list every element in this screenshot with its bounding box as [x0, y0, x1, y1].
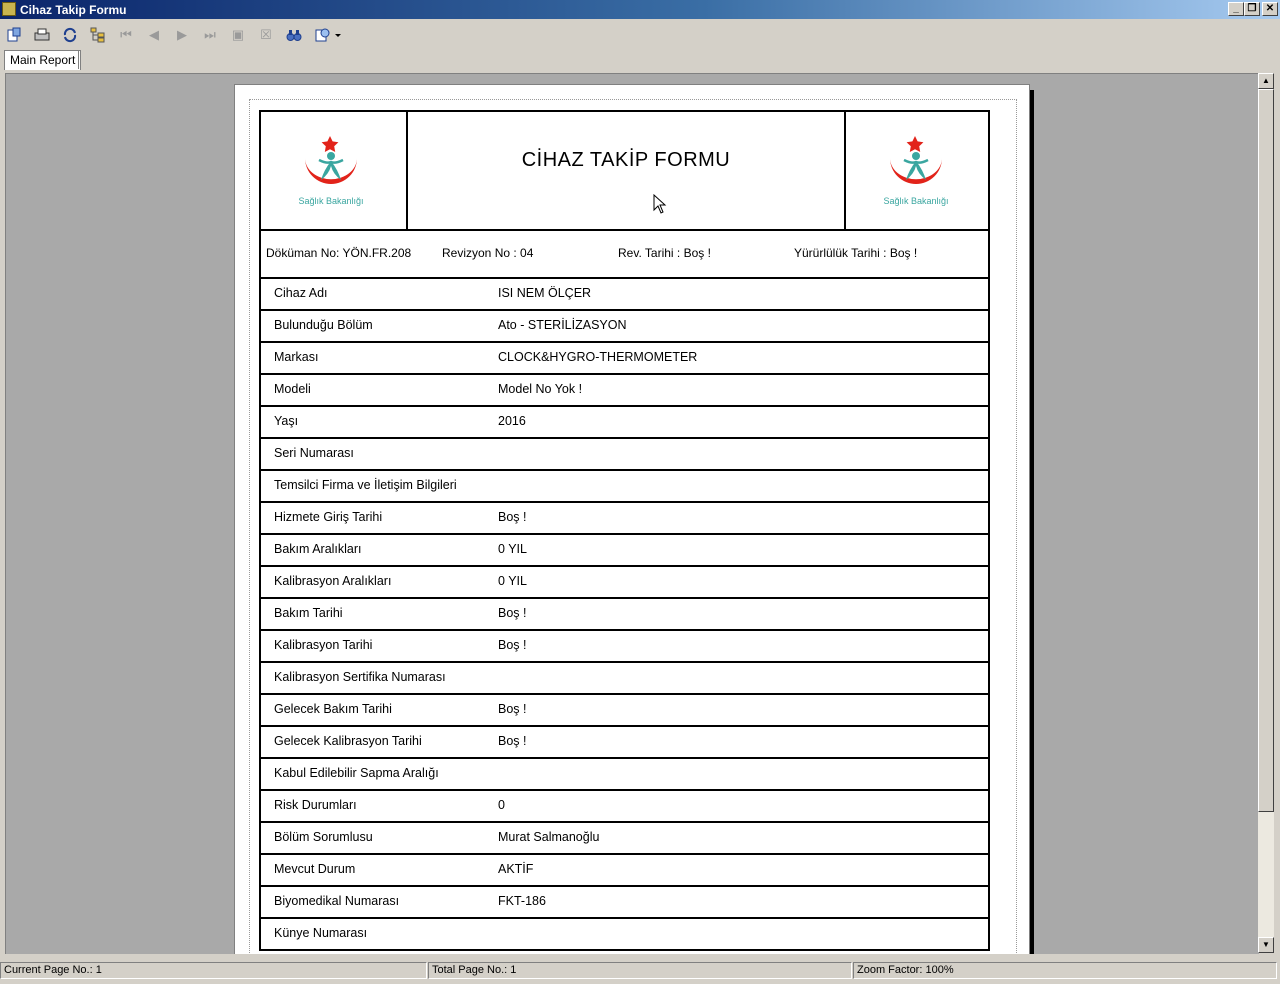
logo-caption: Sağlık Bakanlığı [298, 196, 364, 206]
field-value: 0 [498, 798, 505, 812]
document-info [261, 231, 988, 279]
form-row [261, 279, 988, 311]
vertical-scrollbar[interactable] [1258, 73, 1274, 953]
field-value: Boş ! [498, 510, 527, 524]
first-page-icon[interactable]: ⏮ [120, 27, 132, 42]
form-row [261, 439, 988, 471]
form-row [261, 663, 988, 695]
ministry-logo-left [291, 130, 371, 210]
total-page-status: Total Page No.: 1 [428, 962, 852, 979]
toolbar [0, 19, 1280, 49]
field-label: Gelecek Bakım Tarihi [274, 702, 392, 716]
field-value: FKT-186 [498, 894, 546, 908]
field-label: Hizmete Giriş Tarihi [274, 510, 383, 524]
form-row [261, 695, 988, 727]
last-page-icon[interactable]: ⏭ [204, 27, 216, 42]
doc-no: Döküman No: YÖN.FR.208 [266, 246, 412, 260]
title-bar [0, 0, 1280, 19]
tab-bar [0, 49, 1280, 71]
field-label: Markası [274, 350, 319, 364]
field-value: 2016 [498, 414, 526, 428]
zoom-icon[interactable] [314, 25, 342, 45]
field-value: Boş ! [498, 702, 527, 716]
next-page-icon[interactable]: ▶ [177, 27, 187, 42]
form-row [261, 727, 988, 759]
mouse-cursor-icon [653, 194, 667, 214]
form-row [261, 471, 988, 503]
form-row [261, 343, 988, 375]
device-form [259, 110, 990, 951]
field-value: Model No Yok ! [498, 382, 583, 396]
app-icon [2, 2, 16, 16]
report-page [234, 84, 1030, 954]
field-label: Biyomedikal Numarası [274, 894, 400, 908]
tab-divider [78, 51, 79, 69]
field-value: Murat Salmanoğlu [498, 830, 600, 844]
form-row [261, 567, 988, 599]
field-value: Boş ! [498, 606, 527, 620]
print-icon[interactable] [32, 25, 52, 45]
right-logo-cell [844, 112, 988, 229]
left-logo-cell [261, 112, 408, 229]
effective-date: Yürürlülük Tarihi : Boş ! [794, 246, 918, 260]
field-label: Kalibrasyon Tarihi [274, 638, 373, 652]
export-icon[interactable] [4, 25, 24, 45]
field-label: Yaşı [274, 414, 299, 428]
form-row [261, 503, 988, 535]
form-row [261, 599, 988, 631]
field-label: Gelecek Kalibrasyon Tarihi [274, 734, 422, 748]
form-rows [261, 279, 988, 949]
group-tree-icon[interactable] [88, 25, 108, 45]
minimize-button[interactable]: _ [1228, 2, 1244, 16]
field-label: Seri Numarası [274, 446, 354, 460]
logo-caption: Sağlık Bakanlığı [883, 196, 949, 206]
field-value: Boş ! [498, 638, 527, 652]
field-label: Bakım Tarihi [274, 606, 343, 620]
field-value: ISI NEM ÖLÇER [498, 286, 592, 300]
field-label: Künye Numarası [274, 926, 368, 940]
field-label: Bakım Aralıkları [274, 542, 362, 556]
field-label: Mevcut Durum [274, 862, 356, 876]
scroll-thumb[interactable] [1258, 89, 1274, 812]
tab-main-report[interactable]: Main Report [4, 50, 81, 70]
field-label: Kalibrasyon Aralıkları [274, 574, 392, 588]
field-value: Boş ! [498, 734, 527, 748]
window-title: Cihaz Takip Formu [20, 3, 127, 17]
current-page-status: Current Page No.: 1 [0, 962, 427, 979]
form-row [261, 631, 988, 663]
restore-button[interactable]: ❐ [1244, 2, 1260, 16]
form-title: CİHAZ TAKİP FORMU [521, 149, 731, 171]
field-label: Modeli [274, 382, 311, 396]
status-bar [0, 960, 1280, 984]
field-value: AKTİF [498, 862, 534, 876]
refresh-icon[interactable] [60, 25, 80, 45]
go-to-page-icon[interactable]: ▣ [231, 27, 245, 42]
field-value: CLOCK&HYGRO-THERMOMETER [498, 350, 698, 364]
revision-date: Rev. Tarihi : Boş ! [618, 246, 711, 260]
field-label: Temsilci Firma ve İletişim Bilgileri [274, 478, 457, 492]
field-label: Risk Durumları [274, 798, 357, 812]
field-value: Ato - STERİLİZASYON [498, 318, 627, 332]
scroll-down-icon[interactable]: ▼ [1258, 937, 1274, 953]
field-value: 0 YIL [498, 542, 527, 556]
field-value: 0 YIL [498, 574, 527, 588]
close-button[interactable]: ✕ [1262, 2, 1278, 16]
close-view-icon[interactable]: ☒ [260, 27, 272, 42]
previous-page-icon[interactable]: ◀ [149, 27, 159, 42]
field-label: Bulunduğu Bölüm [274, 318, 373, 332]
form-row [261, 887, 988, 919]
field-label: Kalibrasyon Sertifika Numarası [274, 670, 446, 684]
form-row [261, 855, 988, 887]
form-row [261, 535, 988, 567]
ministry-logo-right [876, 130, 956, 210]
field-label: Bölüm Sorumlusu [274, 830, 373, 844]
form-row [261, 407, 988, 439]
form-row [261, 759, 988, 791]
form-row [261, 375, 988, 407]
form-row [261, 311, 988, 343]
zoom-factor-status: Zoom Factor: 100% [853, 962, 1277, 979]
field-label: Cihaz Adı [274, 286, 328, 300]
search-binoculars-icon[interactable] [284, 25, 304, 45]
revision-no: Revizyon No : 04 [442, 246, 534, 260]
form-header [261, 112, 988, 231]
form-row [261, 823, 988, 855]
form-row [261, 919, 988, 949]
scroll-up-icon[interactable]: ▲ [1258, 73, 1274, 89]
form-row [261, 791, 988, 823]
report-viewer [5, 73, 1259, 954]
field-label: Kabul Edilebilir Sapma Aralığı [274, 766, 439, 780]
